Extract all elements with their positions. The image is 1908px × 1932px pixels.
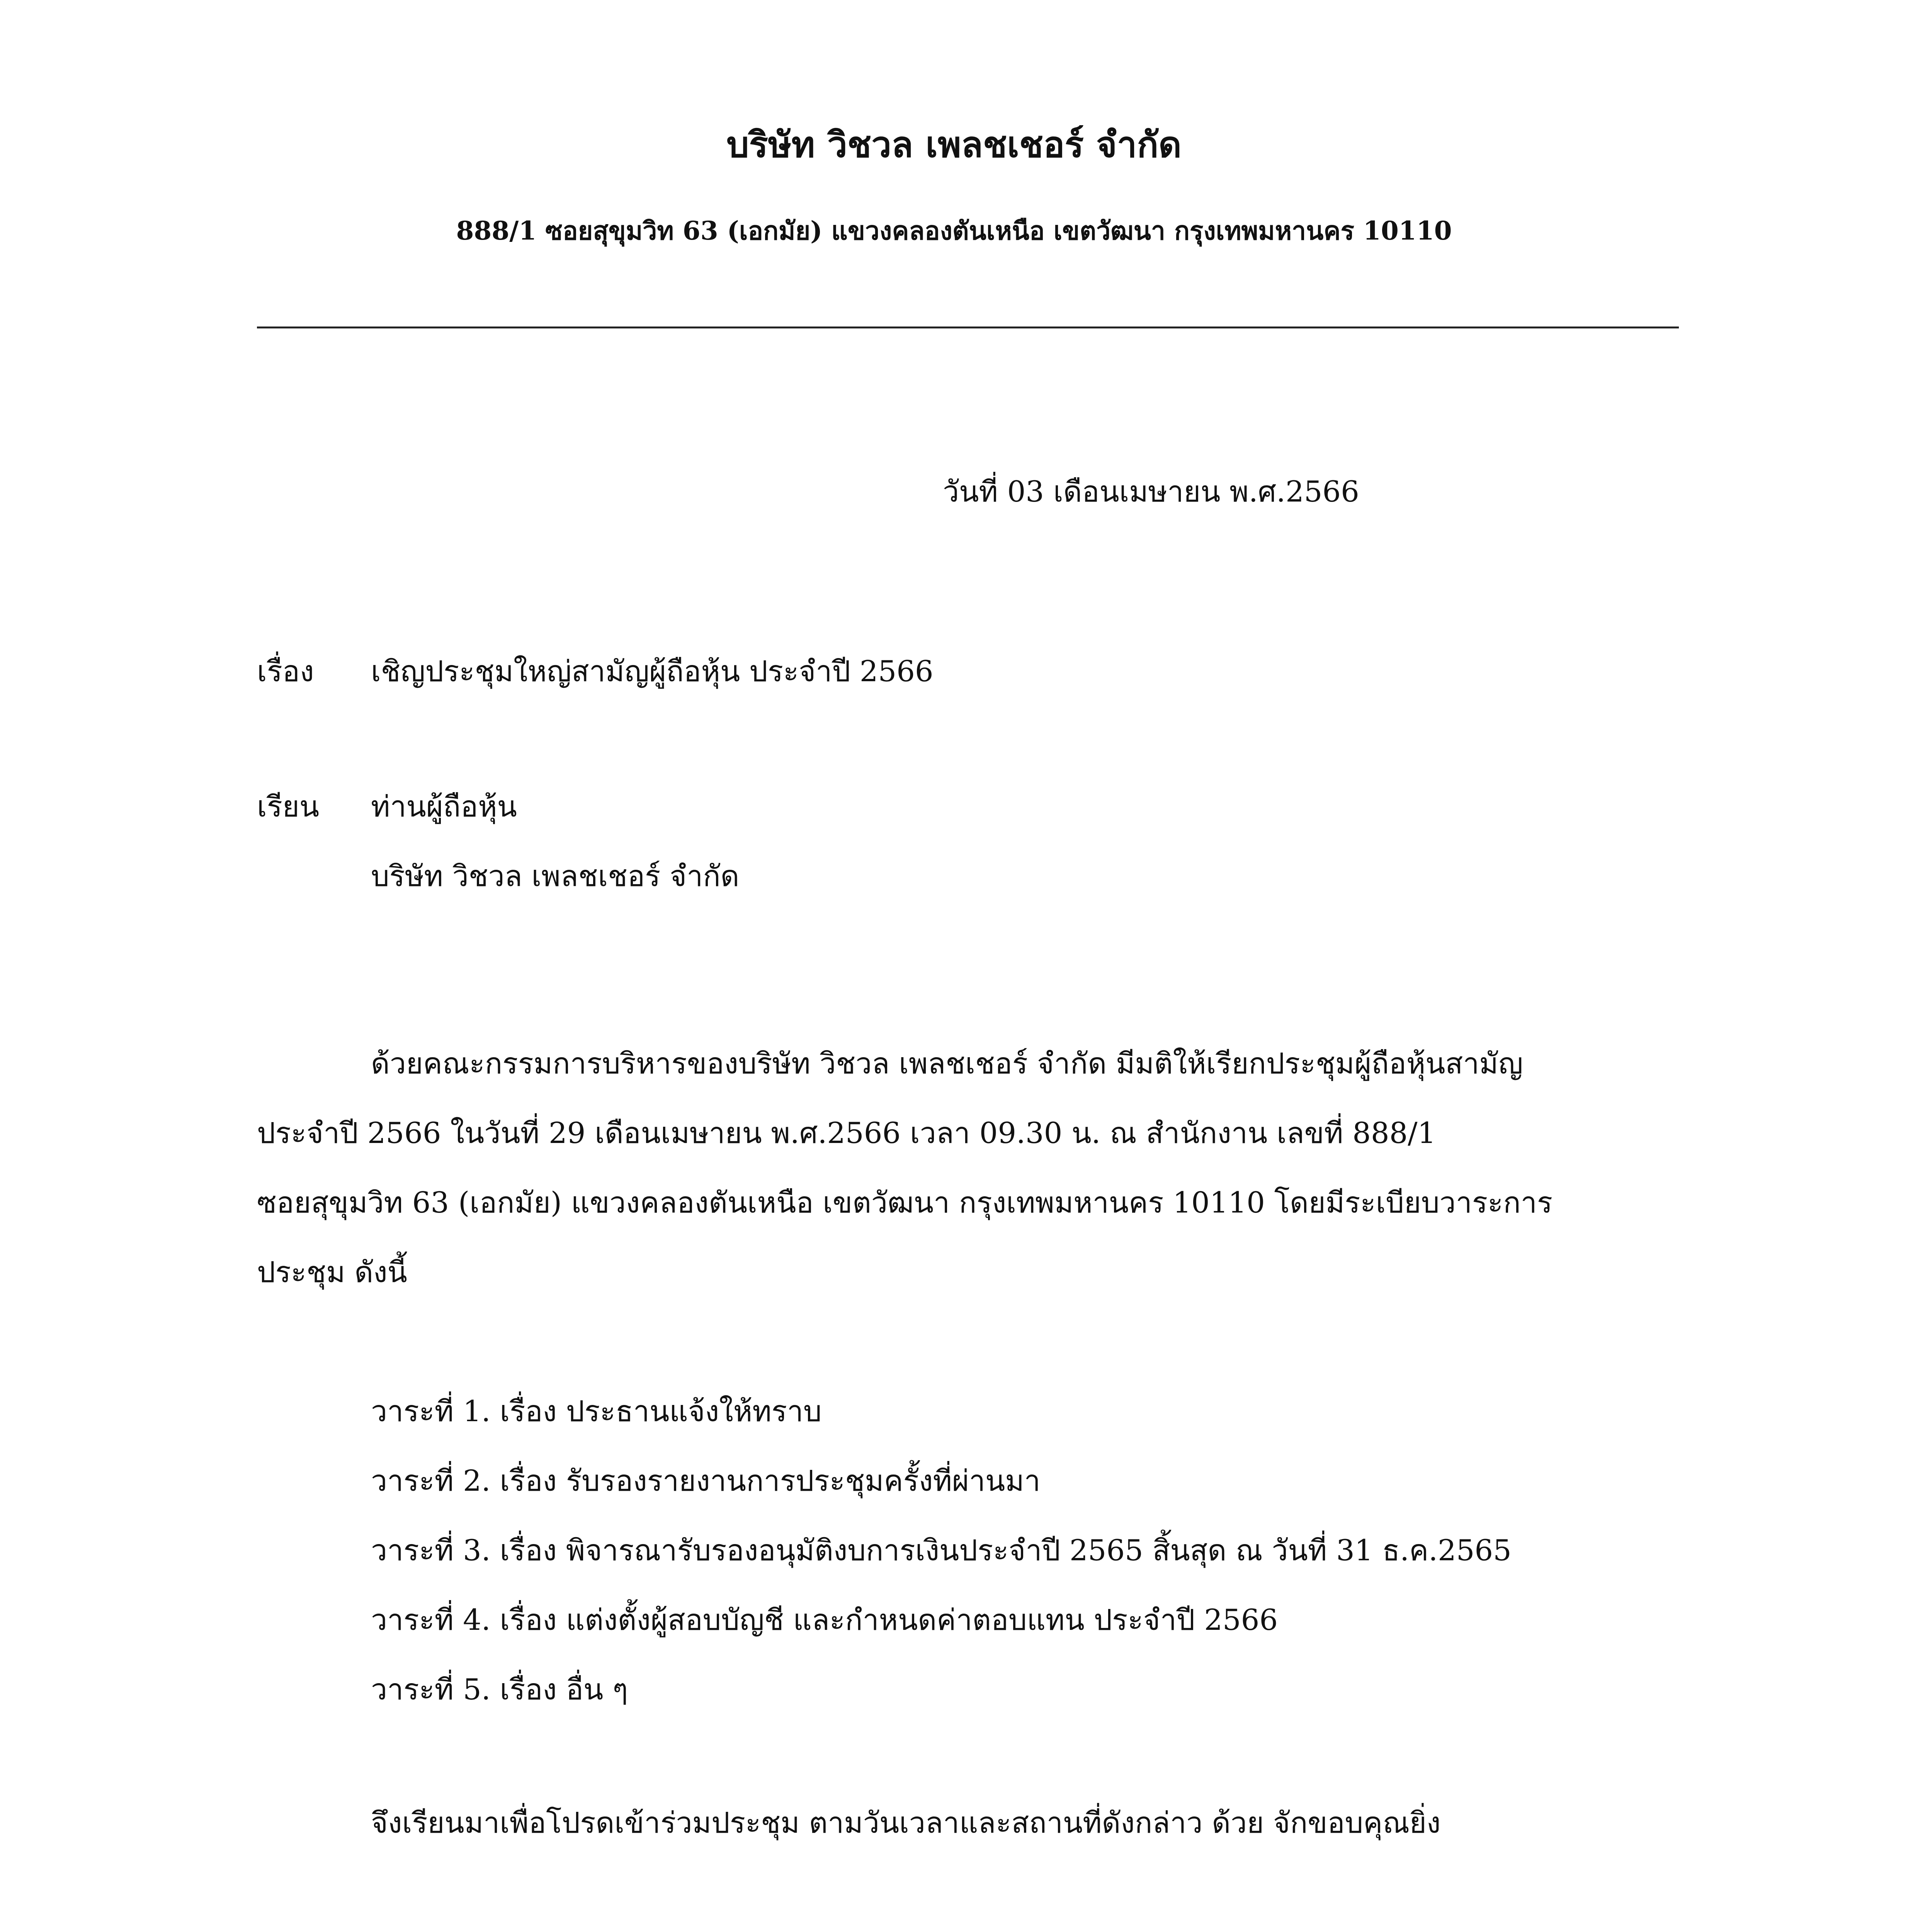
body-line-2: ประจำปี 2566 ในวันที่ 29 เดือนเมษายน พ.ศ.2566 เวลา 09.30 น. ณ สำนักงาน เลขที่ 888/1	[257, 1116, 1436, 1150]
body-line-1: ด้วยคณะกรรมการบริหารของบริษัท วิชวล เพลชเชอร์ จำกัด มีมติให้เรียกประชุมผู้ถือหุ้นสามัญ	[371, 1046, 1523, 1080]
body-line-3: ซอยสุขุมวิท 63 (เอกมัย) แขวงคลองตันเหนือ เขตวัฒนา กรุงเทพมหานคร 10110 โดยมีระเบียบวาระการ	[257, 1185, 1553, 1219]
agenda-item-4: วาระที่ 4. เรื่อง แต่งตั้งผู้สอบบัญชี และกำหนดค่าตอบแทน ประจำปี 2566	[371, 1603, 1278, 1637]
recipient-line-2: บริษัท วิชวล เพลชเชอร์ จำกัด	[371, 859, 740, 893]
company-address: 888/1 ซอยสุขุมวิท 63 (เอกมัย) แขวงคลองตันเหนือ เขตวัฒนา กรุงเทพมหานคร 10110	[456, 216, 1452, 246]
subject-text: เชิญประชุมใหญ่สามัญผู้ถือหุ้น ประจำปี 2566	[371, 654, 934, 688]
closing-sentence: จึงเรียนมาเพื่อโปรดเข้าร่วมประชุม ตามวันเวลาและสถานที่ดังกล่าว ด้วย จักขอบคุณยิ่ง	[371, 1806, 1441, 1840]
recipient-line-1: ท่านผู้ถือหุ้น	[371, 789, 517, 823]
agenda-item-3: วาระที่ 3. เรื่อง พิจารณารับรองอนุมัติงบการเงินประจำปี 2565 สิ้นสุด ณ วันที่ 31 ธ.ค.2565	[371, 1533, 1512, 1567]
agenda-item-5: วาระที่ 5. เรื่อง อื่น ๆ	[371, 1672, 628, 1706]
recipient-label: เรียน	[257, 789, 320, 823]
letter-date: วันที่ 03 เดือนเมษายน พ.ศ.2566	[943, 474, 1359, 509]
subject-label: เรื่อง	[257, 654, 314, 688]
agenda-item-2: วาระที่ 2. เรื่อง รับรองรายงานการประชุมครั้งที่ผ่านมา	[371, 1464, 1041, 1498]
header-divider	[257, 327, 1679, 328]
company-name: บริษัท วิชวล เพลชเชอร์ จำกัด	[726, 124, 1182, 165]
agenda-item-1: วาระที่ 1. เรื่อง ประธานแจ้งให้ทราบ	[371, 1394, 822, 1428]
body-line-4: ประชุม ดังนี้	[257, 1255, 407, 1289]
